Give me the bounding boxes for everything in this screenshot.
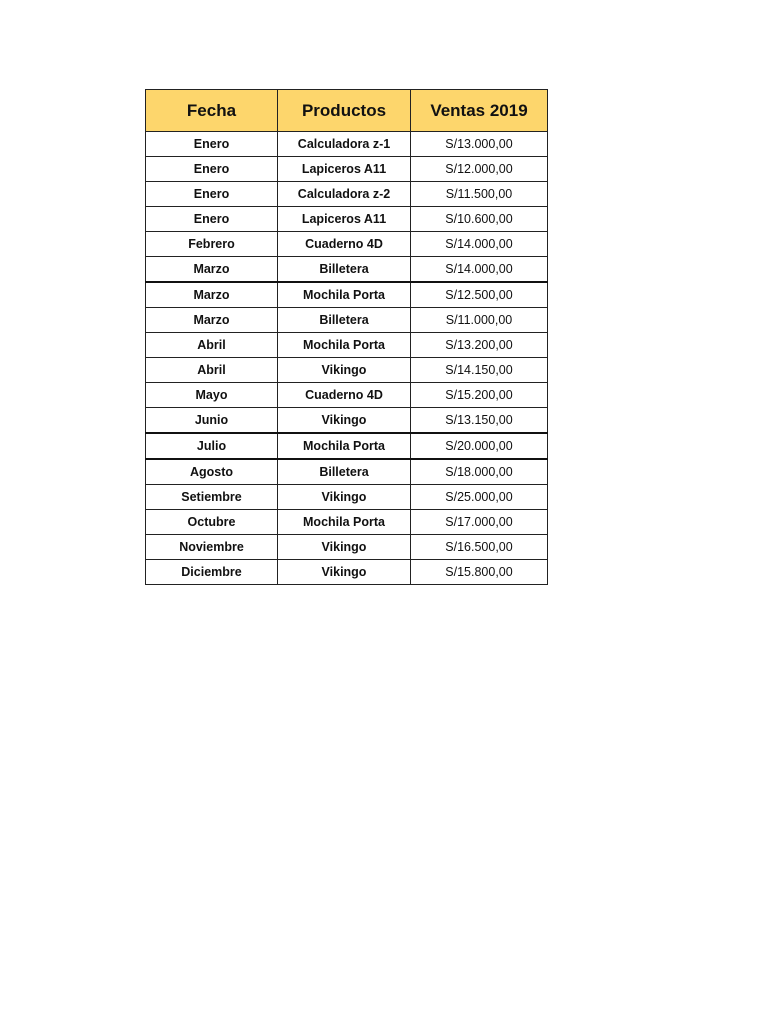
cell-producto: Billetera (278, 459, 411, 485)
table-row (146, 257, 548, 283)
header-ventas: Ventas 2019 (411, 90, 548, 132)
cell-ventas: S/11.000,00 (411, 308, 548, 333)
cell-ventas: S/15.800,00 (411, 560, 548, 585)
cell-fecha: Octubre (146, 510, 278, 535)
cell-producto: Vikingo (278, 408, 411, 434)
table-row (146, 383, 548, 408)
cell-producto: Vikingo (278, 358, 411, 383)
cell-fecha: Enero (146, 157, 278, 182)
cell-ventas: S/17.000,00 (411, 510, 548, 535)
table-row (146, 333, 548, 358)
cell-producto: Cuaderno 4D (278, 232, 411, 257)
cell-fecha: Abril (146, 333, 278, 358)
cell-ventas: S/13.150,00 (411, 408, 548, 434)
cell-fecha: Marzo (146, 257, 278, 283)
cell-fecha: Noviembre (146, 535, 278, 560)
cell-fecha: Diciembre (146, 560, 278, 585)
header-row (146, 90, 548, 132)
table-row (146, 132, 548, 157)
cell-producto: Cuaderno 4D (278, 383, 411, 408)
cell-fecha: Febrero (146, 232, 278, 257)
cell-producto: Mochila Porta (278, 282, 411, 308)
table-row (146, 459, 548, 485)
cell-fecha: Enero (146, 182, 278, 207)
cell-ventas: S/14.000,00 (411, 232, 548, 257)
cell-fecha: Setiembre (146, 485, 278, 510)
cell-producto: Calculadora z-1 (278, 132, 411, 157)
table-row (146, 157, 548, 182)
cell-producto: Mochila Porta (278, 333, 411, 358)
cell-producto: Billetera (278, 308, 411, 333)
table-row (146, 408, 548, 434)
cell-ventas: S/11.500,00 (411, 182, 548, 207)
table-row (146, 232, 548, 257)
cell-producto: Vikingo (278, 560, 411, 585)
cell-ventas: S/12.000,00 (411, 157, 548, 182)
table-row (146, 308, 548, 333)
cell-producto: Mochila Porta (278, 433, 411, 459)
table-row (146, 433, 548, 459)
cell-ventas: S/14.000,00 (411, 257, 548, 283)
table-row (146, 358, 548, 383)
header-fecha: Fecha (146, 90, 278, 132)
cell-ventas: S/16.500,00 (411, 535, 548, 560)
cell-ventas: S/25.000,00 (411, 485, 548, 510)
cell-fecha: Marzo (146, 282, 278, 308)
cell-fecha: Agosto (146, 459, 278, 485)
cell-fecha: Mayo (146, 383, 278, 408)
cell-ventas: S/10.600,00 (411, 207, 548, 232)
cell-ventas: S/13.000,00 (411, 132, 548, 157)
cell-producto: Lapiceros A11 (278, 157, 411, 182)
sales-table (145, 89, 548, 585)
table-row (146, 485, 548, 510)
table-row (146, 207, 548, 232)
cell-ventas: S/20.000,00 (411, 433, 548, 459)
table-row (146, 282, 548, 308)
cell-producto: Mochila Porta (278, 510, 411, 535)
cell-producto: Vikingo (278, 535, 411, 560)
cell-fecha: Marzo (146, 308, 278, 333)
cell-producto: Calculadora z-2 (278, 182, 411, 207)
cell-fecha: Julio (146, 433, 278, 459)
table-row (146, 560, 548, 585)
cell-producto: Billetera (278, 257, 411, 283)
cell-producto: Vikingo (278, 485, 411, 510)
cell-fecha: Abril (146, 358, 278, 383)
cell-ventas: S/14.150,00 (411, 358, 548, 383)
cell-ventas: S/15.200,00 (411, 383, 548, 408)
cell-producto: Lapiceros A11 (278, 207, 411, 232)
table-row (146, 510, 548, 535)
header-productos: Productos (278, 90, 411, 132)
cell-ventas: S/18.000,00 (411, 459, 548, 485)
table-row (146, 535, 548, 560)
cell-ventas: S/12.500,00 (411, 282, 548, 308)
table-row (146, 182, 548, 207)
cell-fecha: Enero (146, 207, 278, 232)
cell-ventas: S/13.200,00 (411, 333, 548, 358)
cell-fecha: Enero (146, 132, 278, 157)
cell-fecha: Junio (146, 408, 278, 434)
